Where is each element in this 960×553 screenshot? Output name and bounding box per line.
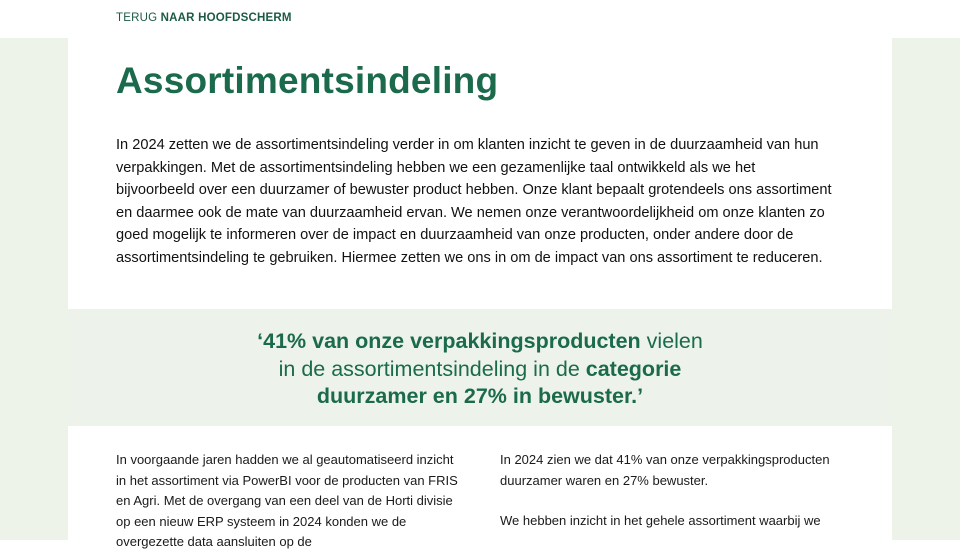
pull-quote: [68, 328, 892, 411]
quote-part-1: ‘41% van onze verpakkingsproducten: [257, 329, 641, 353]
back-link-prefix: TERUG: [116, 12, 161, 24]
left-column-text: In voorgaande jaren hadden we al geautomatiseerd inzicht in het assortiment via PowerBI voor de producten van FRIS en Agri. Met de overgang van een deel van de Horti divisie op een nieuw ERP systeem in 2024 konden we de overgezette data aansluiten op de: [116, 452, 458, 549]
page-title: Assortimentsindeling: [116, 60, 499, 101]
intro-paragraph: In 2024 zetten we de assortimentsindeling verder in om klanten inzicht te geven in de duurzaamheid van hun verpakkingen. Met de assortimentsindeling hebben we een gezamenlijke taal ontwikkeld als we het bijvoorbeeld over een duurzamer of bewuster product hebben. Onze klant bepaalt grotendeels ons assortiment en daarmee ook de mate van duurzaamheid ervan. We nemen onze verantwoordelijkheid om onze klanten zo goed mogelijk te informeren over de impact en duurzaamheid van onze producten, onder andere door de assortimentsindeling te gebruiken. Hiermee zetten we ons in om de impact van ons assortiment te reduceren.: [116, 137, 832, 266]
right-column-paragraph-1: In 2024 zien we dat 41% van onze verpakkingsproducten duurzamer waren en 27% bewuster.: [500, 452, 830, 488]
back-link-bold: NAAR HOOFDSCHERM: [160, 12, 292, 24]
right-margin-background: [892, 38, 960, 540]
left-margin-background: [0, 38, 68, 540]
back-to-main-link[interactable]: [116, 12, 292, 24]
quote-part-2: vielen: [640, 329, 703, 353]
quote-part-4: categorie: [585, 356, 682, 381]
right-column: [500, 450, 850, 552]
right-column-paragraph-2: We hebben inzicht in het gehele assortiment waarbij we: [500, 513, 821, 528]
quote-part-3: in de assortimentsindeling in de: [278, 356, 586, 381]
top-bar: [0, 0, 960, 38]
quote-part-5: duurzamer en 27% in bewuster.’: [316, 384, 644, 408]
